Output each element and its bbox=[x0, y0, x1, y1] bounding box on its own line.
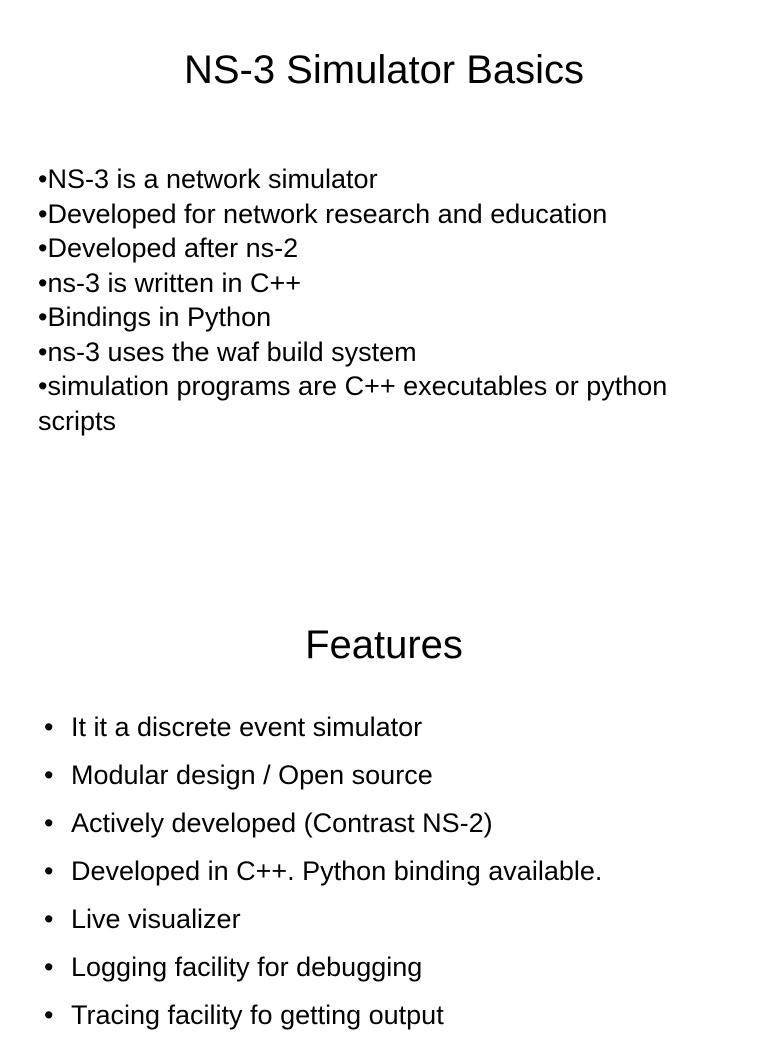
bullet-icon: • bbox=[44, 760, 54, 790]
list-item bbox=[40, 995, 740, 1043]
bullet-icon: • bbox=[44, 856, 54, 886]
slide-features bbox=[0, 512, 768, 1030]
bullet-icon: • bbox=[44, 808, 54, 838]
list-item bbox=[40, 947, 740, 995]
list-item-text: Logging facility for debugging bbox=[71, 952, 423, 982]
list-item: •Bindings in Python bbox=[38, 302, 272, 332]
basics-list bbox=[38, 162, 738, 438]
list-item-text: Developed in C++. Python binding available. bbox=[71, 856, 603, 886]
list-item-text: It it a discrete event simulator bbox=[71, 712, 423, 742]
list-item bbox=[40, 803, 740, 851]
list-item-text: Live visualizer bbox=[71, 904, 241, 934]
bullet-icon: • bbox=[44, 1000, 54, 1030]
list-item: •simulation programs are C++ executables or python scripts bbox=[38, 371, 668, 436]
slide-title: Features bbox=[305, 623, 463, 667]
list-item bbox=[40, 707, 740, 755]
bullet-icon: • bbox=[44, 712, 54, 742]
list-item: •Developed for network research and education bbox=[38, 198, 608, 229]
bullet-icon: • bbox=[44, 904, 54, 934]
list-item-text: Tracing facility fo getting output bbox=[71, 1000, 444, 1030]
bullet-icon: • bbox=[44, 952, 54, 982]
list-item: •NS-3 is a network simulator bbox=[38, 164, 378, 194]
list-item bbox=[40, 851, 740, 899]
features-list bbox=[40, 707, 740, 1043]
list-item bbox=[40, 755, 740, 803]
list-item: •ns-3 is written in C++ bbox=[38, 267, 302, 298]
list-item bbox=[40, 899, 740, 947]
slide-ns3-basics bbox=[0, 0, 768, 512]
list-item-text: Modular design / Open source bbox=[71, 760, 433, 790]
list-item: •ns-3 uses the waf build system bbox=[38, 336, 417, 367]
slide-title: NS-3 Simulator Basics bbox=[183, 48, 585, 92]
list-item: •Developed after ns-2 bbox=[38, 233, 299, 263]
list-item-text: Actively developed (Contrast NS-2) bbox=[71, 808, 493, 838]
